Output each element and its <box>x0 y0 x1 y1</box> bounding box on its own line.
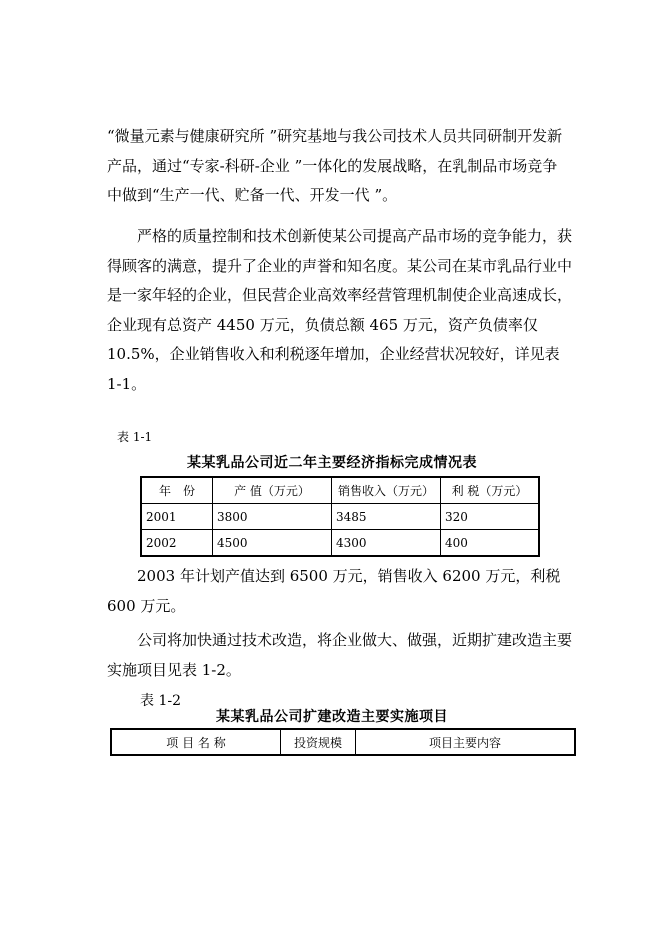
table1-caption: 某某乳品公司近二年主要经济指标完成情况表 <box>187 455 477 471</box>
header-output: 产 值（万元） <box>213 477 332 504</box>
table-header-row <box>141 477 539 504</box>
cell: 320 <box>441 504 540 530</box>
cell: 4500 <box>213 530 332 557</box>
header-content: 项目主要内容 <box>356 729 576 755</box>
paragraph-3: 2003 年计划产值达到 6500 万元，销售收入 6200 万元，利税 600 万元。 <box>107 567 561 615</box>
table2-label: 表 1-2 <box>140 693 181 709</box>
header-sales: 销售收入（万元） <box>332 477 441 504</box>
paragraph-4: 公司将加快通过技术改造，将企业做大、做强，近期扩建改造主要实施项目见表 1-2。 <box>107 631 573 679</box>
table-row <box>141 530 539 557</box>
cell: 2001 <box>141 504 213 530</box>
cell: 2002 <box>141 530 213 557</box>
table1-label: 表 1-1 <box>117 430 153 444</box>
expansion-projects-table <box>110 728 576 756</box>
table-header-row <box>111 729 575 755</box>
cell: 3485 <box>332 504 441 530</box>
cell: 400 <box>441 530 540 557</box>
header-year: 年 份 <box>141 477 213 504</box>
paragraph-2: 严格的质量控制和技术创新使某公司提高产品市场的竞争能力，获得顾客的满意，提升了企业的声誉和知名度。某公司在某市乳品行业中是一家年轻的企业，但民营企业高效率经营管理机制使企业高速成长，企业现有总资产 4450 万元，负债总额 465 万元，资产负债率仅 10.5%，企业销售收入和利税逐年增加，企业经营状况较好，详见表 1-1。 <box>107 227 573 393</box>
cell: 3800 <box>213 504 332 530</box>
header-project-name: 项 目 名 称 <box>111 729 281 755</box>
table-row <box>141 504 539 530</box>
cell: 4300 <box>332 530 441 557</box>
economic-indicators-table <box>140 476 540 557</box>
paragraph-1: “微量元素与健康研究所 ”研究基地与我公司技术人员共同研制开发新产品，通过“专家-科研-企业 ”一体化的发展战略，在乳制品市场竞争中做到“生产一代、贮备一代、开发一代 ”。 <box>107 127 563 204</box>
header-tax: 利 税（万元） <box>441 477 540 504</box>
header-investment: 投资规模 <box>281 729 356 755</box>
table2-caption: 某某乳品公司扩建改造主要实施项目 <box>216 709 448 725</box>
